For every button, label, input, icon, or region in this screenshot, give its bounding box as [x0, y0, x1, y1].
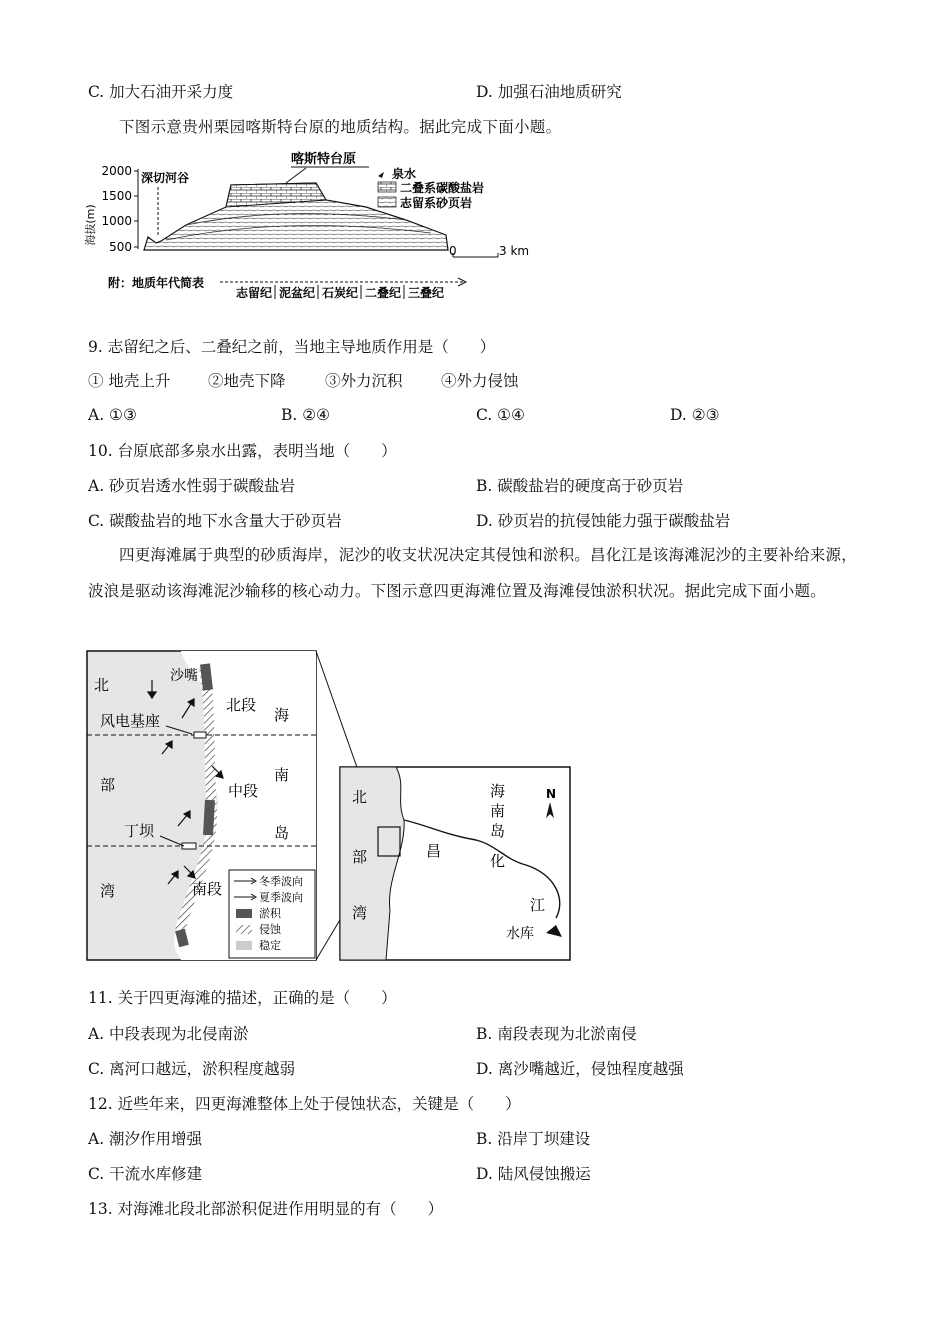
carbonate-swatch	[378, 182, 396, 192]
geologic-timeline	[108, 275, 466, 300]
legend-spring: 泉水	[392, 167, 417, 181]
q9-option-a: A. ①③	[88, 406, 137, 424]
svg-text:泥盆纪: 泥盆纪	[279, 286, 316, 300]
svg-text:丁坝: 丁坝	[124, 822, 155, 840]
legend-carbonate: 二叠系碳酸盐岩	[400, 181, 485, 195]
svg-text:0: 0	[449, 244, 457, 258]
svg-text:北: 北	[94, 676, 110, 694]
svg-text:部: 部	[100, 776, 116, 794]
spring-icon	[378, 172, 384, 178]
svg-text:部: 部	[352, 848, 368, 866]
svg-text:湾: 湾	[352, 904, 368, 922]
svg-text:南: 南	[274, 766, 290, 784]
q12-option-d: D. 陆风侵蚀搬运	[476, 1165, 591, 1183]
svg-text:岛: 岛	[490, 822, 506, 840]
q10-option-c: C. 碳酸盐岩的地下水含量大于砂页岩	[88, 512, 342, 530]
q8-option-d: D. 加强石油地质研究	[476, 83, 622, 101]
svg-text:二叠纪: 二叠纪	[365, 286, 402, 300]
q10-option-a: A. 砂页岩透水性弱于碳酸盐岩	[88, 477, 296, 495]
q9-stem: 9. 志留纪之后、二叠纪之前，当地主导地质作用是（ ）	[88, 338, 496, 356]
beach-deposit-south	[180, 930, 184, 946]
svg-text:海: 海	[274, 706, 290, 724]
q13-stem: 13. 对海滩北段北部淤积促进作用明显的有（ ）	[88, 1200, 444, 1218]
q12-option-a: A. 潮汐作用增强	[88, 1130, 203, 1148]
elevation-axis	[83, 164, 138, 254]
scale-bar	[449, 244, 529, 258]
svg-text:化: 化	[490, 852, 506, 870]
y-axis-label: 海拔(m)	[84, 204, 97, 246]
intro-figure-2: 四更海滩属于典型的砂质海岸，泥沙的收支状况决定其侵蚀和淤积。昌化江是该海滩泥沙的主要补给来源，波浪是驱动该海滩泥沙输移的核心动力。下图示意四更海滩位置及海滩侵蚀淤积状况。据此完成下面小题。	[88, 546, 857, 600]
q9-option-b: B. ②④	[281, 406, 331, 424]
q10-option-b: B. 碳酸盐岩的硬度高于砂页岩	[476, 477, 684, 495]
q10-stem: 10. 台原底部多泉水出露，表明当地（ ）	[88, 442, 397, 460]
q11-option-b: B. 南段表现为北淤南侵	[476, 1025, 637, 1043]
svg-text:石炭纪: 石炭纪	[322, 286, 359, 300]
q11-option-a: A. 中段表现为北侵南淤	[88, 1025, 249, 1043]
svg-text:稳定: 稳定	[259, 939, 281, 952]
svg-text:侵蚀: 侵蚀	[259, 923, 281, 936]
y-tick: 1500	[101, 189, 132, 203]
svg-text:海: 海	[490, 782, 506, 800]
svg-text:北: 北	[352, 788, 368, 806]
q11-option-d: D. 离沙嘴越近，侵蚀程度越强	[476, 1060, 684, 1078]
q12-option-c: C. 干流水库修建	[88, 1165, 203, 1183]
svg-text:淤积: 淤积	[259, 907, 281, 920]
stable-swatch	[236, 941, 252, 950]
sandstone-swatch	[378, 197, 396, 207]
q9-item: ③外力沉积	[325, 372, 403, 390]
q9-item: ① 地壳上升	[88, 372, 171, 390]
figure-beach-map	[86, 650, 576, 968]
svg-text:南: 南	[490, 802, 506, 820]
y-tick: 500	[109, 240, 132, 254]
svg-text:北段: 北段	[226, 696, 257, 714]
q11-stem: 11. 关于四更海滩的描述，正确的是（ ）	[88, 989, 397, 1007]
y-tick: 2000	[101, 164, 132, 178]
q10-option-d: D. 砂页岩的抗侵蚀能力强于碳酸盐岩	[476, 512, 731, 530]
q9-option-c: C. ①④	[476, 406, 525, 424]
plateau-label: 喀斯特台原	[291, 152, 357, 167]
deposit-swatch	[236, 909, 252, 918]
q12-stem: 12. 近些年来，四更海滩整体上处于侵蚀状态，关键是（ ）	[88, 1095, 521, 1113]
beach-deposit-north	[205, 664, 208, 690]
svg-text:沙嘴: 沙嘴	[170, 668, 198, 684]
q12-option-b: B. 沿岸丁坝建设	[476, 1130, 591, 1148]
figure-karst-plateau	[86, 145, 546, 309]
svg-text:岛: 岛	[274, 824, 290, 842]
intro-figure-1: 下图示意贵州栗园喀斯特台原的地质结构。据此完成下面小题。	[119, 118, 562, 136]
q11-option-c: C. 离河口越远，淤积程度越弱	[88, 1060, 296, 1078]
groyne	[182, 843, 196, 849]
beach-deposit-middle	[208, 800, 210, 835]
wind-turbine-base	[194, 732, 206, 738]
q9-option-d: D. ②③	[670, 406, 720, 424]
legend-sandstone: 志留系砂页岩	[400, 196, 473, 210]
svg-text:冬季波向: 冬季波向	[259, 875, 303, 888]
svg-text:中段: 中段	[228, 782, 259, 800]
svg-text:江: 江	[530, 896, 546, 914]
q8-option-c: C. 加大石油开采力度	[88, 83, 234, 101]
y-tick: 1000	[101, 214, 132, 228]
svg-text:夏季波向: 夏季波向	[259, 891, 303, 904]
svg-text:3 km: 3 km	[499, 244, 530, 258]
timeline-label: 附：地质年代简表	[108, 276, 205, 290]
svg-text:风电基座: 风电基座	[100, 712, 161, 730]
q9-item: ④外力侵蚀	[441, 372, 519, 390]
svg-text:志留纪: 志留纪	[236, 286, 273, 300]
legend	[378, 166, 484, 210]
q9-item: ②地壳下降	[208, 372, 286, 390]
svg-text:南段: 南段	[192, 880, 223, 898]
svg-text:湾: 湾	[100, 882, 116, 900]
north-arrow-label: N	[546, 787, 557, 801]
erosion-swatch	[236, 925, 252, 934]
svg-text:昌: 昌	[426, 842, 442, 860]
legend	[229, 870, 315, 958]
svg-text:三叠纪: 三叠纪	[408, 286, 445, 300]
valley-label: 深切河谷	[141, 171, 190, 185]
svg-text:水库: 水库	[506, 926, 534, 942]
